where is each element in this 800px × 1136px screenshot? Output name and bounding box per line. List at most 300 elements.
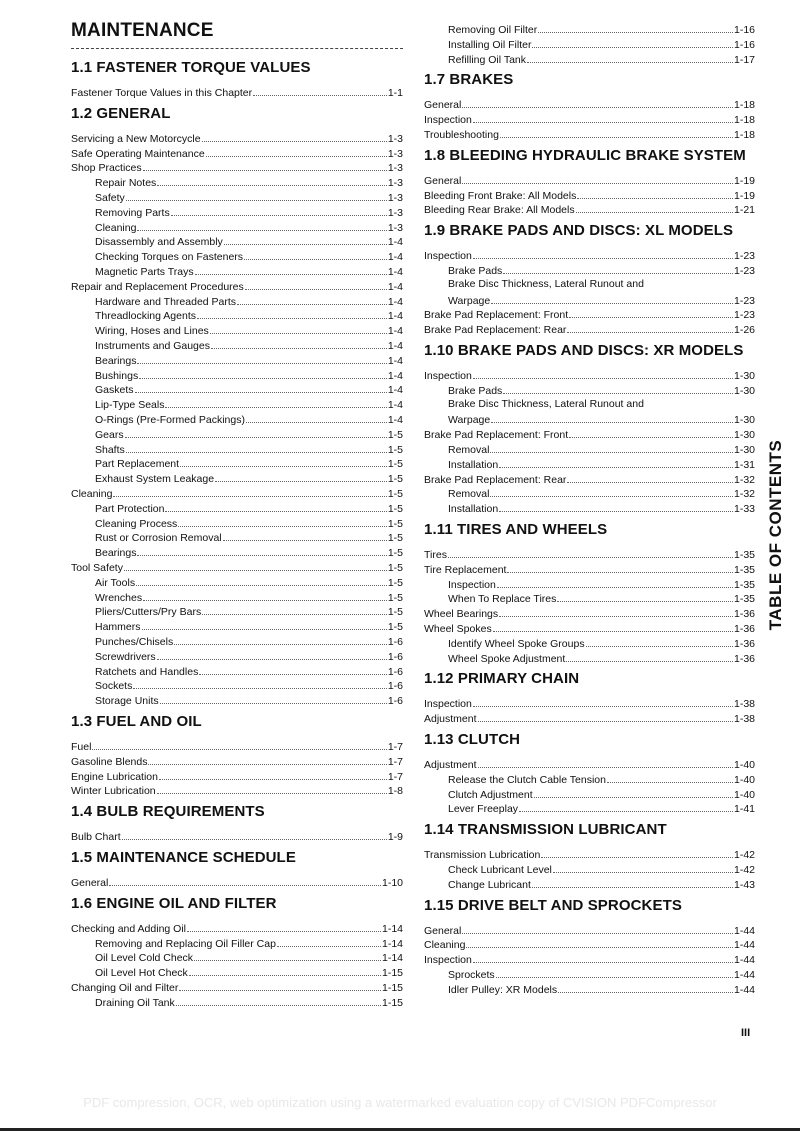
- entry-label: Exhaust System Leakage: [95, 473, 215, 486]
- entry-page: 1-4: [387, 236, 403, 249]
- toc-entry[interactable]: [71, 85, 403, 99]
- toc-entry[interactable]: [71, 486, 403, 500]
- toc-subentry[interactable]: [95, 604, 403, 618]
- entry-label: Oil Level Cold Check: [95, 952, 194, 965]
- dot-leader: [194, 960, 381, 961]
- entry-label: Brake Disc Thickness, Lateral Runout and: [448, 397, 644, 410]
- dot-leader: [576, 212, 733, 213]
- entry-label: Safety: [95, 192, 125, 204]
- entry-label: Check Lubricant Level: [448, 864, 552, 876]
- entry-label: Oil Level Hot Check: [95, 967, 188, 980]
- bottom-border: [0, 1128, 800, 1131]
- entry-page: 1-5: [387, 591, 403, 604]
- entry-label: Wiring, Hoses and Lines: [95, 325, 209, 338]
- dot-leader: [493, 631, 733, 632]
- entry-label: General: [424, 924, 462, 937]
- toc-subentry[interactable]: [95, 471, 403, 485]
- entry-label: Troubleshooting: [424, 129, 499, 141]
- entry-page: 1-4: [387, 295, 403, 308]
- dot-leader: [126, 452, 387, 453]
- dot-leader: [558, 992, 733, 993]
- section-title: 1.1 FASTENER TORQUE VALUES: [71, 59, 311, 76]
- entry-label: Warpage: [448, 414, 491, 427]
- toc-subentry[interactable]: [448, 278, 755, 292]
- entry-label: General: [71, 877, 109, 889]
- entry-page: 1-36: [733, 623, 755, 635]
- toc-subentry[interactable]: [95, 382, 403, 396]
- toc-entry[interactable]: [71, 980, 403, 994]
- toc-subentry[interactable]: [95, 294, 403, 308]
- toc-subentry[interactable]: [448, 787, 755, 801]
- entry-page: 1-21: [733, 204, 755, 217]
- dot-leader: [210, 333, 387, 334]
- toc-subentry[interactable]: [95, 590, 403, 604]
- section-title: 1.10 BRAKE PADS AND DISCS: XR MODELS: [424, 342, 744, 359]
- dot-leader: [567, 482, 733, 483]
- entry-page: 1-10: [381, 877, 403, 889]
- entry-page: 1-18: [733, 129, 755, 141]
- entry-page: 1-15: [381, 996, 403, 1009]
- entry-label: Tool Safety: [71, 562, 123, 574]
- toc-entry[interactable]: [71, 875, 403, 889]
- toc-subentry[interactable]: [95, 264, 403, 278]
- dot-leader: [473, 258, 733, 259]
- toc-subentry[interactable]: [95, 678, 403, 692]
- toc-subentry[interactable]: [448, 486, 755, 500]
- entry-label: Bleeding Rear Brake: All Models: [424, 204, 575, 217]
- entry-page: 1-35: [733, 593, 755, 606]
- toc-subentry[interactable]: [95, 249, 403, 263]
- entry-page: 1-6: [387, 665, 403, 678]
- entry-label: Removing and Replacing Oil Filler Cap: [95, 937, 276, 950]
- entry-label: Inspection: [424, 114, 472, 127]
- toc-entry[interactable]: [424, 97, 755, 111]
- entry-label: Brake Disc Thickness, Lateral Runout and: [448, 277, 644, 290]
- toc-subentry[interactable]: [95, 516, 403, 530]
- toc-entry[interactable]: [424, 952, 755, 966]
- entry-page: 1-23: [733, 265, 755, 277]
- toc-subentry[interactable]: [448, 263, 755, 277]
- toc-subentry[interactable]: [95, 323, 403, 337]
- toc-entry[interactable]: [424, 307, 755, 321]
- entry-page: 1-15: [381, 967, 403, 980]
- entry-label: Gaskets: [95, 384, 134, 397]
- entry-label: Hardware and Threaded Parts: [95, 295, 237, 308]
- toc-entry[interactable]: [424, 923, 755, 937]
- toc-subentry[interactable]: [448, 22, 755, 36]
- dot-leader: [541, 857, 733, 858]
- toc-subentry[interactable]: [448, 412, 755, 426]
- toc-subentry[interactable]: [95, 634, 403, 648]
- dot-leader: [143, 170, 387, 171]
- toc-subentry[interactable]: [95, 427, 403, 441]
- dot-leader: [223, 540, 387, 541]
- dot-leader: [490, 496, 733, 497]
- dot-leader: [122, 839, 387, 840]
- toc-subentry[interactable]: [95, 353, 403, 367]
- entry-label: Punches/Chisels: [95, 636, 174, 648]
- toc-entry[interactable]: [71, 769, 403, 783]
- page-title: MAINTENANCE: [71, 20, 214, 41]
- dot-leader: [137, 555, 386, 556]
- dot-leader: [500, 137, 733, 138]
- entry-page: 1-6: [387, 650, 403, 663]
- entry-label: Checking and Adding Oil: [71, 922, 186, 935]
- dot-leader: [577, 198, 733, 199]
- dot-leader: [160, 703, 387, 704]
- toc-entry[interactable]: [424, 472, 755, 486]
- entry-label: Draining Oil Tank: [95, 996, 175, 1009]
- toc-subentry[interactable]: [95, 501, 403, 515]
- entry-page: 1-6: [387, 636, 403, 648]
- toc-entry[interactable]: [71, 739, 403, 753]
- entry-page: 1-5: [387, 428, 403, 441]
- section-title: 1.14 TRANSMISSION LUBRICANT: [424, 821, 667, 839]
- entry-label: Winter Lubrication: [71, 785, 156, 798]
- entry-page: 1-5: [387, 532, 403, 545]
- dot-leader: [253, 95, 387, 96]
- section-title: 1.11 TIRES AND WHEELS: [424, 521, 608, 538]
- entry-label: Bleeding Front Brake: All Models: [424, 189, 577, 202]
- dot-leader: [566, 661, 733, 662]
- dot-leader: [137, 230, 386, 231]
- entry-page: 1-26: [733, 324, 755, 337]
- toc-subentry[interactable]: [95, 456, 403, 470]
- entry-page: 1-6: [387, 695, 403, 708]
- dot-leader: [142, 629, 387, 630]
- toc-subentry[interactable]: [95, 950, 403, 964]
- dot-leader: [195, 274, 387, 275]
- entry-page: 1-19: [733, 189, 755, 202]
- toc-entry[interactable]: [424, 173, 755, 187]
- toc-subentry[interactable]: [448, 293, 755, 307]
- dot-leader: [478, 721, 733, 722]
- dot-leader: [157, 185, 387, 186]
- entry-page: 1-7: [387, 770, 403, 783]
- dot-leader: [499, 467, 733, 468]
- dot-leader: [473, 122, 733, 123]
- toc-subentry[interactable]: [95, 368, 403, 382]
- entry-label: Cleaning: [95, 221, 137, 234]
- toc-subentry[interactable]: [95, 995, 403, 1009]
- toc-subentry[interactable]: [95, 530, 403, 544]
- page-number: III: [741, 1027, 751, 1039]
- toc-subentry[interactable]: [448, 442, 755, 456]
- toc-subentry[interactable]: [448, 577, 755, 591]
- entry-page: 1-38: [733, 698, 755, 711]
- entry-label: Screwdrivers: [95, 650, 156, 663]
- entry-page: 1-4: [387, 354, 403, 367]
- toc-entry[interactable]: [424, 188, 755, 202]
- entry-label: Idler Pulley: XR Models: [448, 983, 558, 996]
- dot-leader: [157, 793, 387, 794]
- entry-page: 1-3: [387, 177, 403, 190]
- toc-entry[interactable]: [71, 754, 403, 768]
- entry-page: 1-5: [387, 473, 403, 486]
- toc-entry[interactable]: [71, 146, 403, 160]
- entry-label: Gears: [95, 428, 124, 441]
- toc-entry[interactable]: [424, 711, 755, 725]
- entry-page: 1-42: [733, 864, 755, 876]
- entry-page: 1-23: [733, 309, 755, 322]
- entry-page: 1-5: [387, 517, 403, 530]
- section-title: 1.2 GENERAL: [71, 104, 171, 122]
- toc-subentry[interactable]: [448, 636, 755, 650]
- dot-leader: [180, 466, 387, 467]
- toc-entry[interactable]: [424, 127, 755, 141]
- entry-page: 1-8: [387, 785, 403, 798]
- section-title: 1.9 BRAKE PADS AND DISCS: XL MODELS: [424, 222, 734, 240]
- entry-label: Brake Pads: [448, 265, 503, 277]
- toc-subentry[interactable]: [95, 338, 403, 352]
- dot-leader: [224, 244, 387, 245]
- dot-leader: [165, 407, 386, 408]
- toc-entry[interactable]: [424, 202, 755, 216]
- entry-page: 1-44: [733, 983, 755, 996]
- entry-page: 1-18: [733, 99, 755, 112]
- entry-label: Repair and Replacement Procedures: [71, 280, 244, 293]
- entry-page: 1-40: [733, 759, 755, 771]
- toc-subentry[interactable]: [95, 397, 403, 411]
- entry-page: 1-14: [381, 922, 403, 935]
- entry-page: 1-5: [387, 606, 403, 619]
- toc-subentry[interactable]: [95, 649, 403, 663]
- toc-entry[interactable]: [424, 112, 755, 126]
- entry-page: 1-3: [387, 147, 403, 160]
- dot-leader: [567, 332, 733, 333]
- toc-subentry[interactable]: [95, 412, 403, 426]
- entry-label: Change Lubricant: [448, 878, 531, 891]
- entry-label: Safe Operating Maintenance: [71, 147, 205, 160]
- toc-subentry[interactable]: [95, 965, 403, 979]
- dot-leader: [490, 452, 733, 453]
- toc-entry[interactable]: [424, 547, 755, 561]
- dot-leader: [178, 526, 387, 527]
- entry-page: 1-1: [387, 87, 403, 99]
- entry-label: Inspection: [424, 250, 472, 263]
- entry-page: 1-44: [733, 969, 755, 981]
- entry-page: 1-5: [387, 502, 403, 515]
- entry-page: 1-30: [733, 444, 755, 456]
- toc-subentry[interactable]: [95, 693, 403, 707]
- dot-leader: [136, 585, 387, 586]
- entry-page: 1-3: [387, 132, 403, 145]
- entry-page: 1-15: [381, 982, 403, 994]
- toc-subentry[interactable]: [448, 772, 755, 786]
- toc-entry[interactable]: [424, 621, 755, 635]
- entry-label: Fastener Torque Values in this Chapter: [71, 87, 253, 99]
- entry-page: 1-4: [387, 399, 403, 412]
- entry-label: Cleaning Process: [95, 517, 178, 530]
- toc-subentry[interactable]: [448, 457, 755, 471]
- entry-label: Removing Parts: [95, 206, 170, 219]
- toc-entry[interactable]: [71, 829, 403, 843]
- toc-subentry[interactable]: [448, 52, 755, 66]
- side-tab-label: TABLE OF CONTENTS: [766, 439, 785, 631]
- entry-page: 1-35: [733, 563, 755, 576]
- toc-entry[interactable]: [71, 279, 403, 293]
- dot-leader: [165, 511, 386, 512]
- toc-subentry[interactable]: [95, 442, 403, 456]
- toc-entry[interactable]: [424, 757, 755, 771]
- entry-page: 1-4: [387, 325, 403, 338]
- dot-leader: [139, 378, 387, 379]
- toc-subentry[interactable]: [95, 234, 403, 248]
- entry-label: Warpage: [448, 294, 491, 307]
- toc-entry[interactable]: [424, 368, 755, 382]
- entry-label: Removal: [448, 444, 490, 456]
- dot-leader: [246, 422, 387, 423]
- dot-leader: [473, 378, 733, 379]
- toc-subentry[interactable]: [448, 801, 755, 815]
- toc-subentry[interactable]: [448, 862, 755, 876]
- entry-label: Pliers/Cutters/Pry Bars: [95, 606, 202, 619]
- dot-leader: [109, 885, 381, 886]
- entry-label: Checking Torques on Fasteners: [95, 251, 244, 264]
- entry-page: 1-35: [733, 549, 755, 561]
- dot-leader: [197, 318, 387, 319]
- toc-entry[interactable]: [424, 696, 755, 710]
- toc-subentry[interactable]: [448, 398, 755, 412]
- section-title: 1.13 CLUTCH: [424, 731, 521, 748]
- entry-page: 1-35: [733, 578, 755, 591]
- dot-leader: [607, 782, 733, 783]
- dot-leader: [174, 644, 387, 645]
- toc-entry[interactable]: [424, 562, 755, 576]
- toc-entry[interactable]: [424, 427, 755, 441]
- entry-page: 1-44: [733, 939, 755, 952]
- dot-leader: [448, 557, 733, 558]
- dot-leader: [491, 303, 733, 304]
- entry-page: 1-16: [733, 38, 755, 51]
- toc-subentry[interactable]: [448, 877, 755, 891]
- dot-leader: [187, 931, 381, 932]
- entry-label: Instruments and Gauges: [95, 340, 210, 352]
- toc-entry[interactable]: [424, 322, 755, 336]
- toc-subentry[interactable]: [448, 501, 755, 515]
- entry-page: 1-38: [733, 713, 755, 726]
- dot-leader: [569, 317, 733, 318]
- entry-label: Clutch Adjustment: [448, 788, 533, 801]
- toc-subentry[interactable]: [448, 967, 755, 981]
- entry-page: 1-30: [733, 414, 755, 427]
- entry-page: 1-16: [733, 24, 755, 36]
- toc-entry[interactable]: [71, 131, 403, 145]
- dot-leader: [462, 183, 733, 184]
- dot-leader: [538, 32, 733, 33]
- entry-label: Magnetic Parts Trays: [95, 266, 194, 278]
- toc-entry[interactable]: [424, 606, 755, 620]
- entry-label: Sockets: [95, 680, 133, 693]
- entry-page: 1-36: [733, 637, 755, 650]
- toc-subentry[interactable]: [95, 664, 403, 678]
- entry-page: 1-4: [387, 266, 403, 278]
- section-title: 1.3 FUEL AND OIL: [71, 713, 202, 730]
- dot-leader: [497, 587, 733, 588]
- toc-subentry[interactable]: [448, 383, 755, 397]
- toc-subentry[interactable]: [448, 982, 755, 996]
- toc-subentry[interactable]: [95, 308, 403, 322]
- dot-leader: [557, 601, 733, 602]
- entry-label: Rust or Corrosion Removal: [95, 532, 222, 545]
- entry-label: Installation: [448, 458, 499, 471]
- entry-page: 1-18: [733, 114, 755, 127]
- toc-entry[interactable]: [424, 847, 755, 861]
- entry-label: Repair Notes: [95, 177, 157, 190]
- dot-leader: [199, 674, 386, 675]
- entry-page: 1-4: [387, 310, 403, 323]
- dot-leader: [532, 887, 733, 888]
- toc-subentry[interactable]: [448, 591, 755, 605]
- dot-leader: [189, 975, 381, 976]
- toc-entry[interactable]: [71, 783, 403, 797]
- dot-leader: [496, 977, 733, 978]
- entry-label: Cleaning: [71, 488, 113, 500]
- entry-page: 1-5: [387, 562, 403, 574]
- toc-subentry[interactable]: [95, 619, 403, 633]
- side-tab: [760, 420, 792, 650]
- toc-subentry[interactable]: [95, 220, 403, 234]
- entry-label: General: [424, 99, 462, 112]
- toc-subentry[interactable]: [95, 575, 403, 589]
- entry-label: Air Tools: [95, 576, 136, 589]
- dot-leader: [135, 392, 387, 393]
- entry-label: Adjustment: [424, 759, 477, 771]
- entry-label: Hammers: [95, 621, 141, 634]
- toc-subentry[interactable]: [95, 545, 403, 559]
- entry-label: Disassembly and Assembly: [95, 236, 223, 249]
- entry-page: 1-4: [387, 369, 403, 382]
- dot-leader: [491, 422, 733, 423]
- toc-subentry[interactable]: [95, 205, 403, 219]
- dot-leader: [237, 304, 387, 305]
- entry-label: Removing Oil Filter: [448, 24, 538, 36]
- dot-leader: [157, 659, 387, 660]
- entry-label: Lip-Type Seals: [95, 399, 165, 412]
- toc-subentry[interactable]: [95, 936, 403, 950]
- entry-page: 1-3: [387, 221, 403, 234]
- entry-page: 1-4: [387, 280, 403, 293]
- entry-label: When To Replace Tires: [448, 593, 557, 606]
- toc-subentry[interactable]: [448, 37, 755, 51]
- dot-leader: [507, 572, 733, 573]
- toc-entry[interactable]: [71, 160, 403, 174]
- toc-entry[interactable]: [424, 248, 755, 262]
- dot-leader: [143, 600, 387, 601]
- toc-subentry[interactable]: [448, 651, 755, 665]
- entry-label: Ratchets and Handles: [95, 665, 199, 678]
- entry-label: Threadlocking Agents: [95, 310, 196, 323]
- toc-subentry[interactable]: [95, 175, 403, 189]
- toc-subentry[interactable]: [95, 190, 403, 204]
- entry-page: 1-3: [387, 206, 403, 219]
- entry-label: Lever Freeplay: [448, 803, 519, 816]
- toc-entry[interactable]: [424, 937, 755, 951]
- toc-entry[interactable]: [71, 560, 403, 574]
- entry-label: General: [424, 174, 462, 187]
- entry-page: 1-40: [733, 773, 755, 786]
- toc-entry[interactable]: [71, 921, 403, 935]
- entry-page: 1-43: [733, 878, 755, 891]
- entry-page: 1-14: [381, 952, 403, 965]
- entry-label: Bearings: [95, 547, 137, 560]
- entry-label: Release the Clutch Cable Tension: [448, 773, 606, 786]
- entry-page: 1-30: [733, 384, 755, 397]
- entry-label: Tire Replacement: [424, 563, 507, 576]
- entry-page: 1-4: [387, 340, 403, 352]
- entry-label: Identify Wheel Spoke Groups: [448, 637, 585, 650]
- dot-leader: [176, 1005, 381, 1006]
